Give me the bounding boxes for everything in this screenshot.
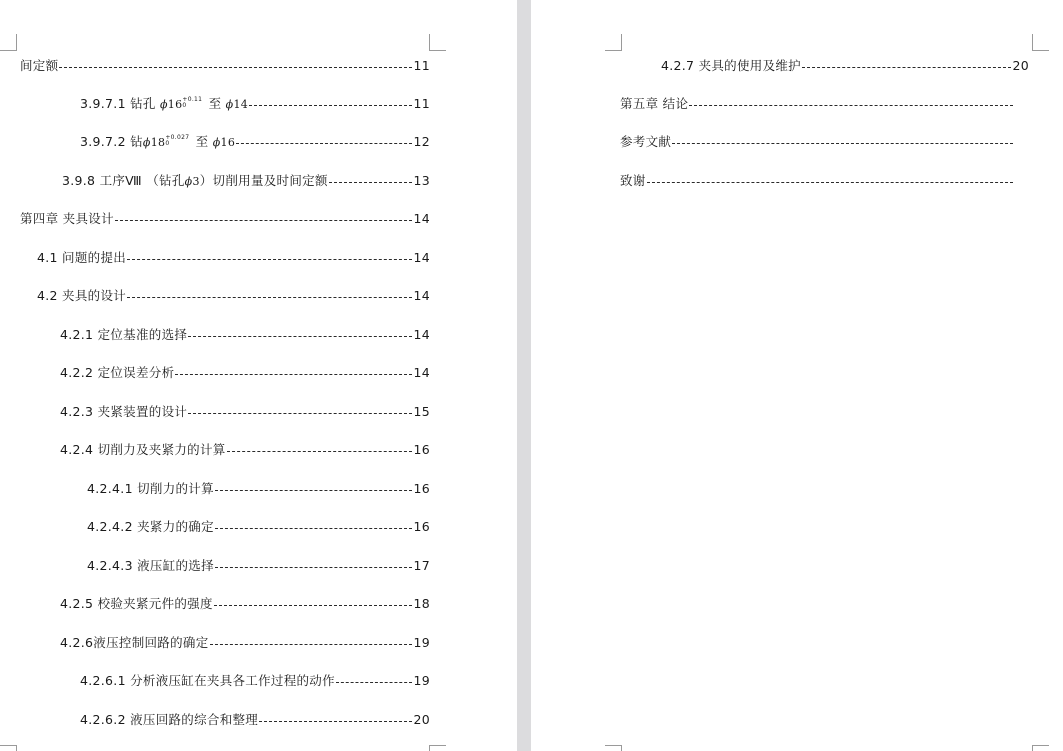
toc-page-number: 14 bbox=[413, 327, 430, 342]
toc-entry[interactable] bbox=[620, 94, 1014, 114]
toc-entry-label: 4.2.2 定位误差分析 bbox=[60, 365, 175, 380]
diameter-symbol: ϕ bbox=[225, 97, 234, 111]
toc-entry-label-text: 3.9.8 工序Ⅷ （钻孔 bbox=[62, 172, 185, 188]
toc-page-number: 13 bbox=[413, 173, 430, 188]
toc-entry[interactable] bbox=[87, 556, 430, 576]
toc-entry-label: 间定额 bbox=[20, 58, 59, 73]
toc-entry[interactable] bbox=[20, 56, 430, 76]
toc-entry-label: 4.2.6.1 分析液压缸在夹具各工作过程的动作 bbox=[80, 673, 335, 688]
tolerance-lower: 0 bbox=[182, 102, 187, 109]
toc-page-number: 20 bbox=[413, 712, 430, 727]
toc-entry-label bbox=[80, 132, 235, 153]
toc-dot-leader bbox=[249, 105, 412, 106]
document-page-right bbox=[531, 0, 1063, 751]
toc-entry-label: 4.2.4.2 夹紧力的确定 bbox=[87, 519, 214, 534]
toc-entry-label: 第四章 夹具设计 bbox=[20, 211, 114, 226]
toc-page-number: 16 bbox=[413, 442, 430, 457]
tolerance-upper: +0.11 bbox=[182, 96, 203, 103]
toc-page-number: 12 bbox=[413, 134, 430, 149]
toc-entry[interactable] bbox=[80, 671, 430, 691]
toc-dot-leader bbox=[175, 374, 412, 375]
toc-entry-label: 4.1 问题的提出 bbox=[37, 250, 127, 265]
toc-dot-leader bbox=[329, 182, 413, 183]
toc-dot-leader bbox=[802, 67, 1012, 68]
diameter-symbol: ϕ bbox=[184, 174, 193, 188]
toc-dot-leader bbox=[259, 721, 412, 722]
toc-page-number: 15 bbox=[413, 404, 430, 419]
toc-entry-label: 4.2.4 切削力及夹紧力的计算 bbox=[60, 442, 226, 457]
toc-entry-label: 4.2.6.2 液压回路的综合和整理 bbox=[80, 712, 259, 727]
toc-entry-label: 致谢 bbox=[620, 173, 646, 188]
toc-page-number: 14 bbox=[413, 250, 430, 265]
toc-entry[interactable] bbox=[80, 132, 430, 152]
toc-dot-leader bbox=[647, 182, 1013, 183]
toc-entry-label: 4.2.7 夹具的使用及维护 bbox=[661, 58, 801, 73]
toc-entry[interactable] bbox=[87, 517, 430, 537]
toc-page-number: 11 bbox=[413, 96, 430, 111]
toc-entry[interactable] bbox=[37, 286, 430, 306]
toc-page-number: 17 bbox=[413, 558, 430, 573]
toc-entry[interactable] bbox=[60, 594, 430, 614]
toc-dot-leader bbox=[215, 490, 413, 491]
tolerance-upper: +0.027 bbox=[165, 134, 190, 141]
crop-mark-top-right bbox=[1032, 34, 1049, 51]
diameter-symbol: ϕ bbox=[142, 135, 151, 149]
toc-page-number: 16 bbox=[413, 519, 430, 534]
diameter-value: 3 bbox=[192, 174, 200, 188]
toc-dot-leader bbox=[127, 259, 412, 260]
diameter-value: 16 bbox=[167, 97, 183, 111]
toc-entry-label-text: 3.9.7.2 钻 bbox=[80, 133, 143, 149]
toc-entry[interactable] bbox=[60, 325, 430, 345]
toc-dot-leader bbox=[127, 297, 412, 298]
toc-entry[interactable] bbox=[60, 633, 430, 653]
toc-dot-leader bbox=[188, 336, 412, 337]
toc-dot-leader bbox=[689, 105, 1013, 106]
toc-page-number: 14 bbox=[413, 211, 430, 226]
toc-page-number: 14 bbox=[413, 288, 430, 303]
toc-entry-label: 第五章 结论 bbox=[620, 96, 689, 111]
toc-page-number: 19 bbox=[413, 673, 430, 688]
toc-page-number: 20 bbox=[1012, 58, 1029, 73]
toc-page-number: 18 bbox=[413, 596, 430, 611]
crop-mark-bottom-right bbox=[429, 745, 446, 751]
toc-entry-label-text: 至 bbox=[204, 95, 226, 111]
toc-entry-label: 4.2.4.1 切削力的计算 bbox=[87, 481, 214, 496]
toc-dot-leader bbox=[115, 220, 413, 221]
toc-entry-label bbox=[62, 171, 328, 192]
toc-entry-label: 参考文献 bbox=[620, 134, 672, 149]
crop-mark-bottom-left bbox=[0, 745, 17, 751]
toc-entry[interactable] bbox=[20, 209, 430, 229]
toc-entry[interactable] bbox=[620, 132, 1014, 152]
toc-entry[interactable] bbox=[60, 440, 430, 460]
toc-dot-leader bbox=[336, 682, 413, 683]
toc-entry-label bbox=[80, 94, 248, 115]
toc-page-number: 19 bbox=[413, 635, 430, 650]
toc-dot-leader bbox=[227, 451, 413, 452]
diameter-symbol: ϕ bbox=[212, 135, 221, 149]
crop-mark-top-left bbox=[0, 34, 17, 51]
tolerance-stack bbox=[182, 97, 202, 109]
toc-entry-label: 4.2.1 定位基准的选择 bbox=[60, 327, 188, 342]
toc-entry[interactable] bbox=[80, 94, 430, 114]
diameter-value: 14 bbox=[233, 97, 249, 111]
toc-entry[interactable] bbox=[60, 402, 430, 422]
toc-dot-leader bbox=[215, 528, 413, 529]
toc-entry[interactable] bbox=[60, 363, 430, 383]
diameter-value: 18 bbox=[150, 135, 166, 149]
toc-dot-leader bbox=[672, 143, 1013, 144]
toc-entry-label-text: ）切削用量及时间定额 bbox=[199, 172, 328, 188]
toc-entry[interactable] bbox=[620, 171, 1014, 191]
toc-entry[interactable] bbox=[661, 56, 1029, 76]
toc-entry-label: 4.2 夹具的设计 bbox=[37, 288, 127, 303]
toc-entry-label-text: 3.9.7.1 钻孔 bbox=[80, 95, 160, 111]
toc-page-number: 14 bbox=[413, 365, 430, 380]
toc-entry-label: 4.2.5 校验夹紧元件的强度 bbox=[60, 596, 213, 611]
toc-entry[interactable] bbox=[80, 710, 430, 730]
diameter-value: 16 bbox=[220, 135, 236, 149]
crop-mark-bottom-right bbox=[1032, 745, 1049, 751]
toc-dot-leader bbox=[210, 644, 413, 645]
tolerance-lower: 0 bbox=[165, 140, 170, 147]
toc-entry-label: 4.2.6液压控制回路的确定 bbox=[60, 635, 209, 650]
crop-mark-top-right bbox=[429, 34, 446, 51]
toc-dot-leader bbox=[214, 605, 413, 606]
toc-page-number: 16 bbox=[413, 481, 430, 496]
toc-entry[interactable] bbox=[37, 248, 430, 268]
crop-mark-bottom-left bbox=[605, 745, 622, 751]
toc-entry[interactable] bbox=[62, 171, 430, 191]
crop-mark-top-left bbox=[605, 34, 622, 51]
toc-dot-leader bbox=[215, 567, 413, 568]
toc-dot-leader bbox=[188, 413, 412, 414]
toc-entry-label: 4.2.3 夹紧装置的设计 bbox=[60, 404, 188, 419]
diameter-symbol: ϕ bbox=[159, 97, 168, 111]
toc-dot-leader bbox=[236, 143, 412, 144]
document-page-left bbox=[0, 0, 517, 751]
toc-entry-label-text: 至 bbox=[191, 133, 213, 149]
toc-entry-label: 4.2.4.3 液压缸的选择 bbox=[87, 558, 214, 573]
tolerance-stack bbox=[165, 135, 189, 147]
toc-dot-leader bbox=[59, 67, 412, 68]
toc-entry[interactable] bbox=[87, 479, 430, 499]
toc-page-number: 11 bbox=[413, 58, 430, 73]
page-gutter bbox=[517, 0, 531, 751]
